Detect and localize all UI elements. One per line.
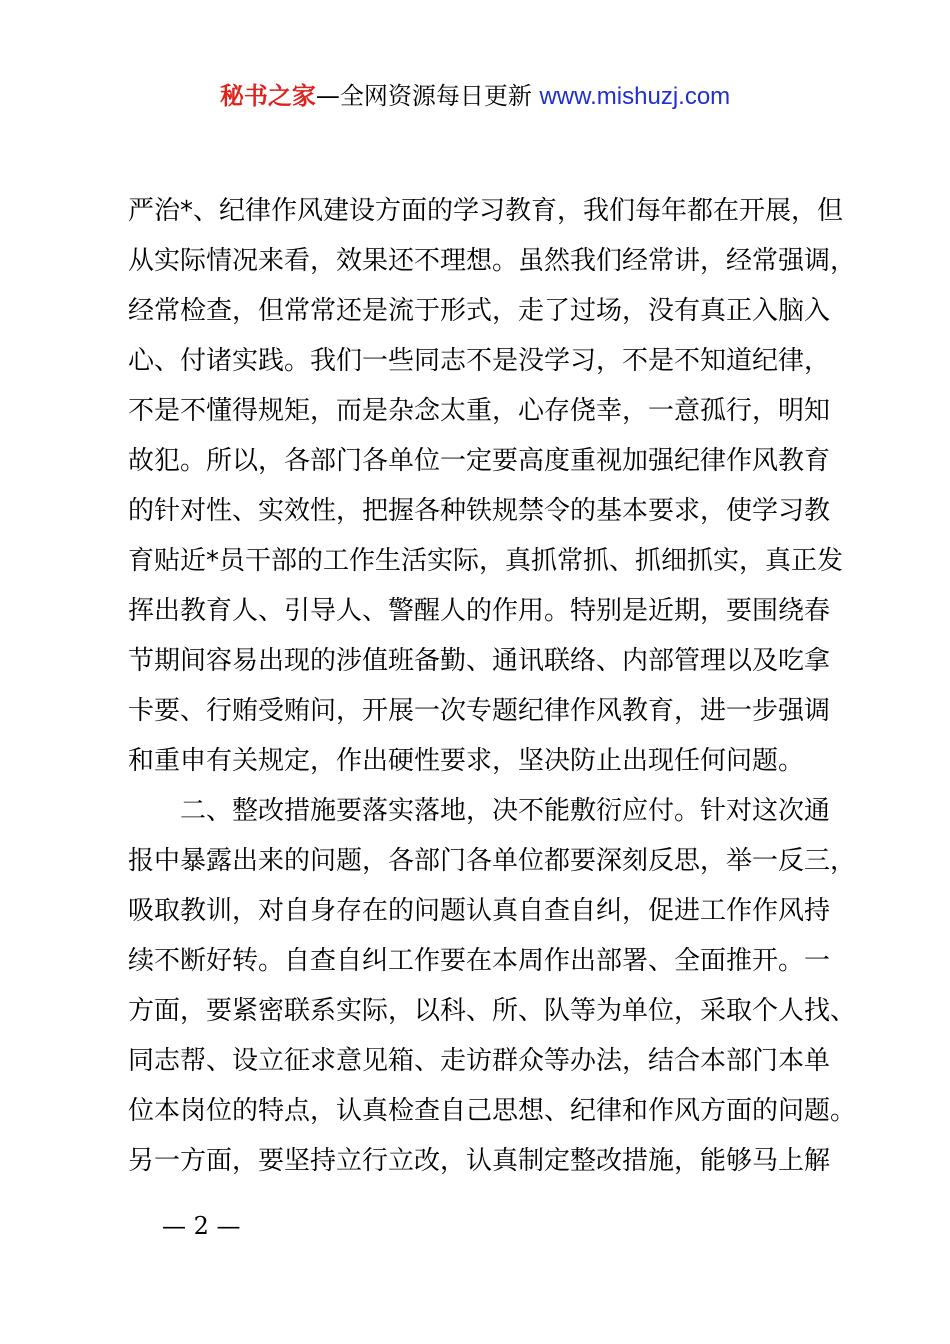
body-line: 另一方面，要坚持立行立改，认真制定整改措施，能够马上解 <box>128 1146 831 1176</box>
body-line: 吸取教训，对自身存在的问题认真自查自纠，促进工作作风持 <box>128 896 831 926</box>
body-line: 心、付诸实践。我们一些同志不是没学习，不是不知道纪律， <box>128 346 831 376</box>
body-line: 不是不懂得规矩，而是杂念太重，心存侥幸，一意孤行，明知 <box>128 396 831 426</box>
body-line: 同志帮、设立征求意见箱、走访群众等办法，结合本部门本单 <box>128 1046 831 1076</box>
body-line: 和重申有关规定，作出硬性要求，坚决防止出现任何问题。 <box>128 746 805 776</box>
document-body <box>128 186 858 1186</box>
body-line: 报中暴露出来的问题，各部门各单位都要深刻反思，举一反三， <box>128 846 857 876</box>
body-line: 经常检查，但常常还是流于形式，走了过场，没有真正入脑入 <box>128 296 831 326</box>
body-line: 方面，要紧密联系实际，以科、所、队等为单位，采取个人找、 <box>128 996 857 1026</box>
body-line: 卡要、行贿受贿问，开展一次专题纪律作风教育，进一步强调 <box>128 696 831 726</box>
body-line: 节期间容易出现的涉值班备勤、通讯联络、内部管理以及吃拿 <box>128 646 831 676</box>
body-line: 故犯。所以，各部门各单位一定要高度重视加强纪律作风教育 <box>128 446 831 476</box>
body-line: 育贴近*员干部的工作生活实际，真抓常抓、抓细抓实，真正发 <box>128 546 844 576</box>
body-line: 从实际情况来看，效果还不理想。虽然我们经常讲，经常强调， <box>128 246 857 276</box>
site-tagline: —全网资源每日更新 <box>315 82 540 110</box>
page-number: — 2 — <box>162 1212 241 1240</box>
body-line: 的针对性、实效性，把握各种铁规禁令的基本要求，使学习教 <box>128 496 831 526</box>
site-header <box>0 82 950 111</box>
body-line: 二、整改措施要落实落地，决不能敷衍应付。针对这次通 <box>128 796 831 826</box>
body-line: 位本岗位的特点，认真检查自己思想、纪律和作风方面的问题。 <box>128 1096 857 1126</box>
site-url[interactable]: www.mishuzj.com <box>539 83 731 110</box>
body-line: 挥出教育人、引导人、警醒人的作用。特别是近期，要围绕春 <box>128 596 831 626</box>
body-line: 续不断好转。自查自纠工作要在本周作出部署、全面推开。一 <box>128 946 831 976</box>
body-line: 严治*、纪律作风建设方面的学习教育，我们每年都在开展，但 <box>128 196 844 226</box>
site-brand: 秘书之家 <box>219 82 316 110</box>
